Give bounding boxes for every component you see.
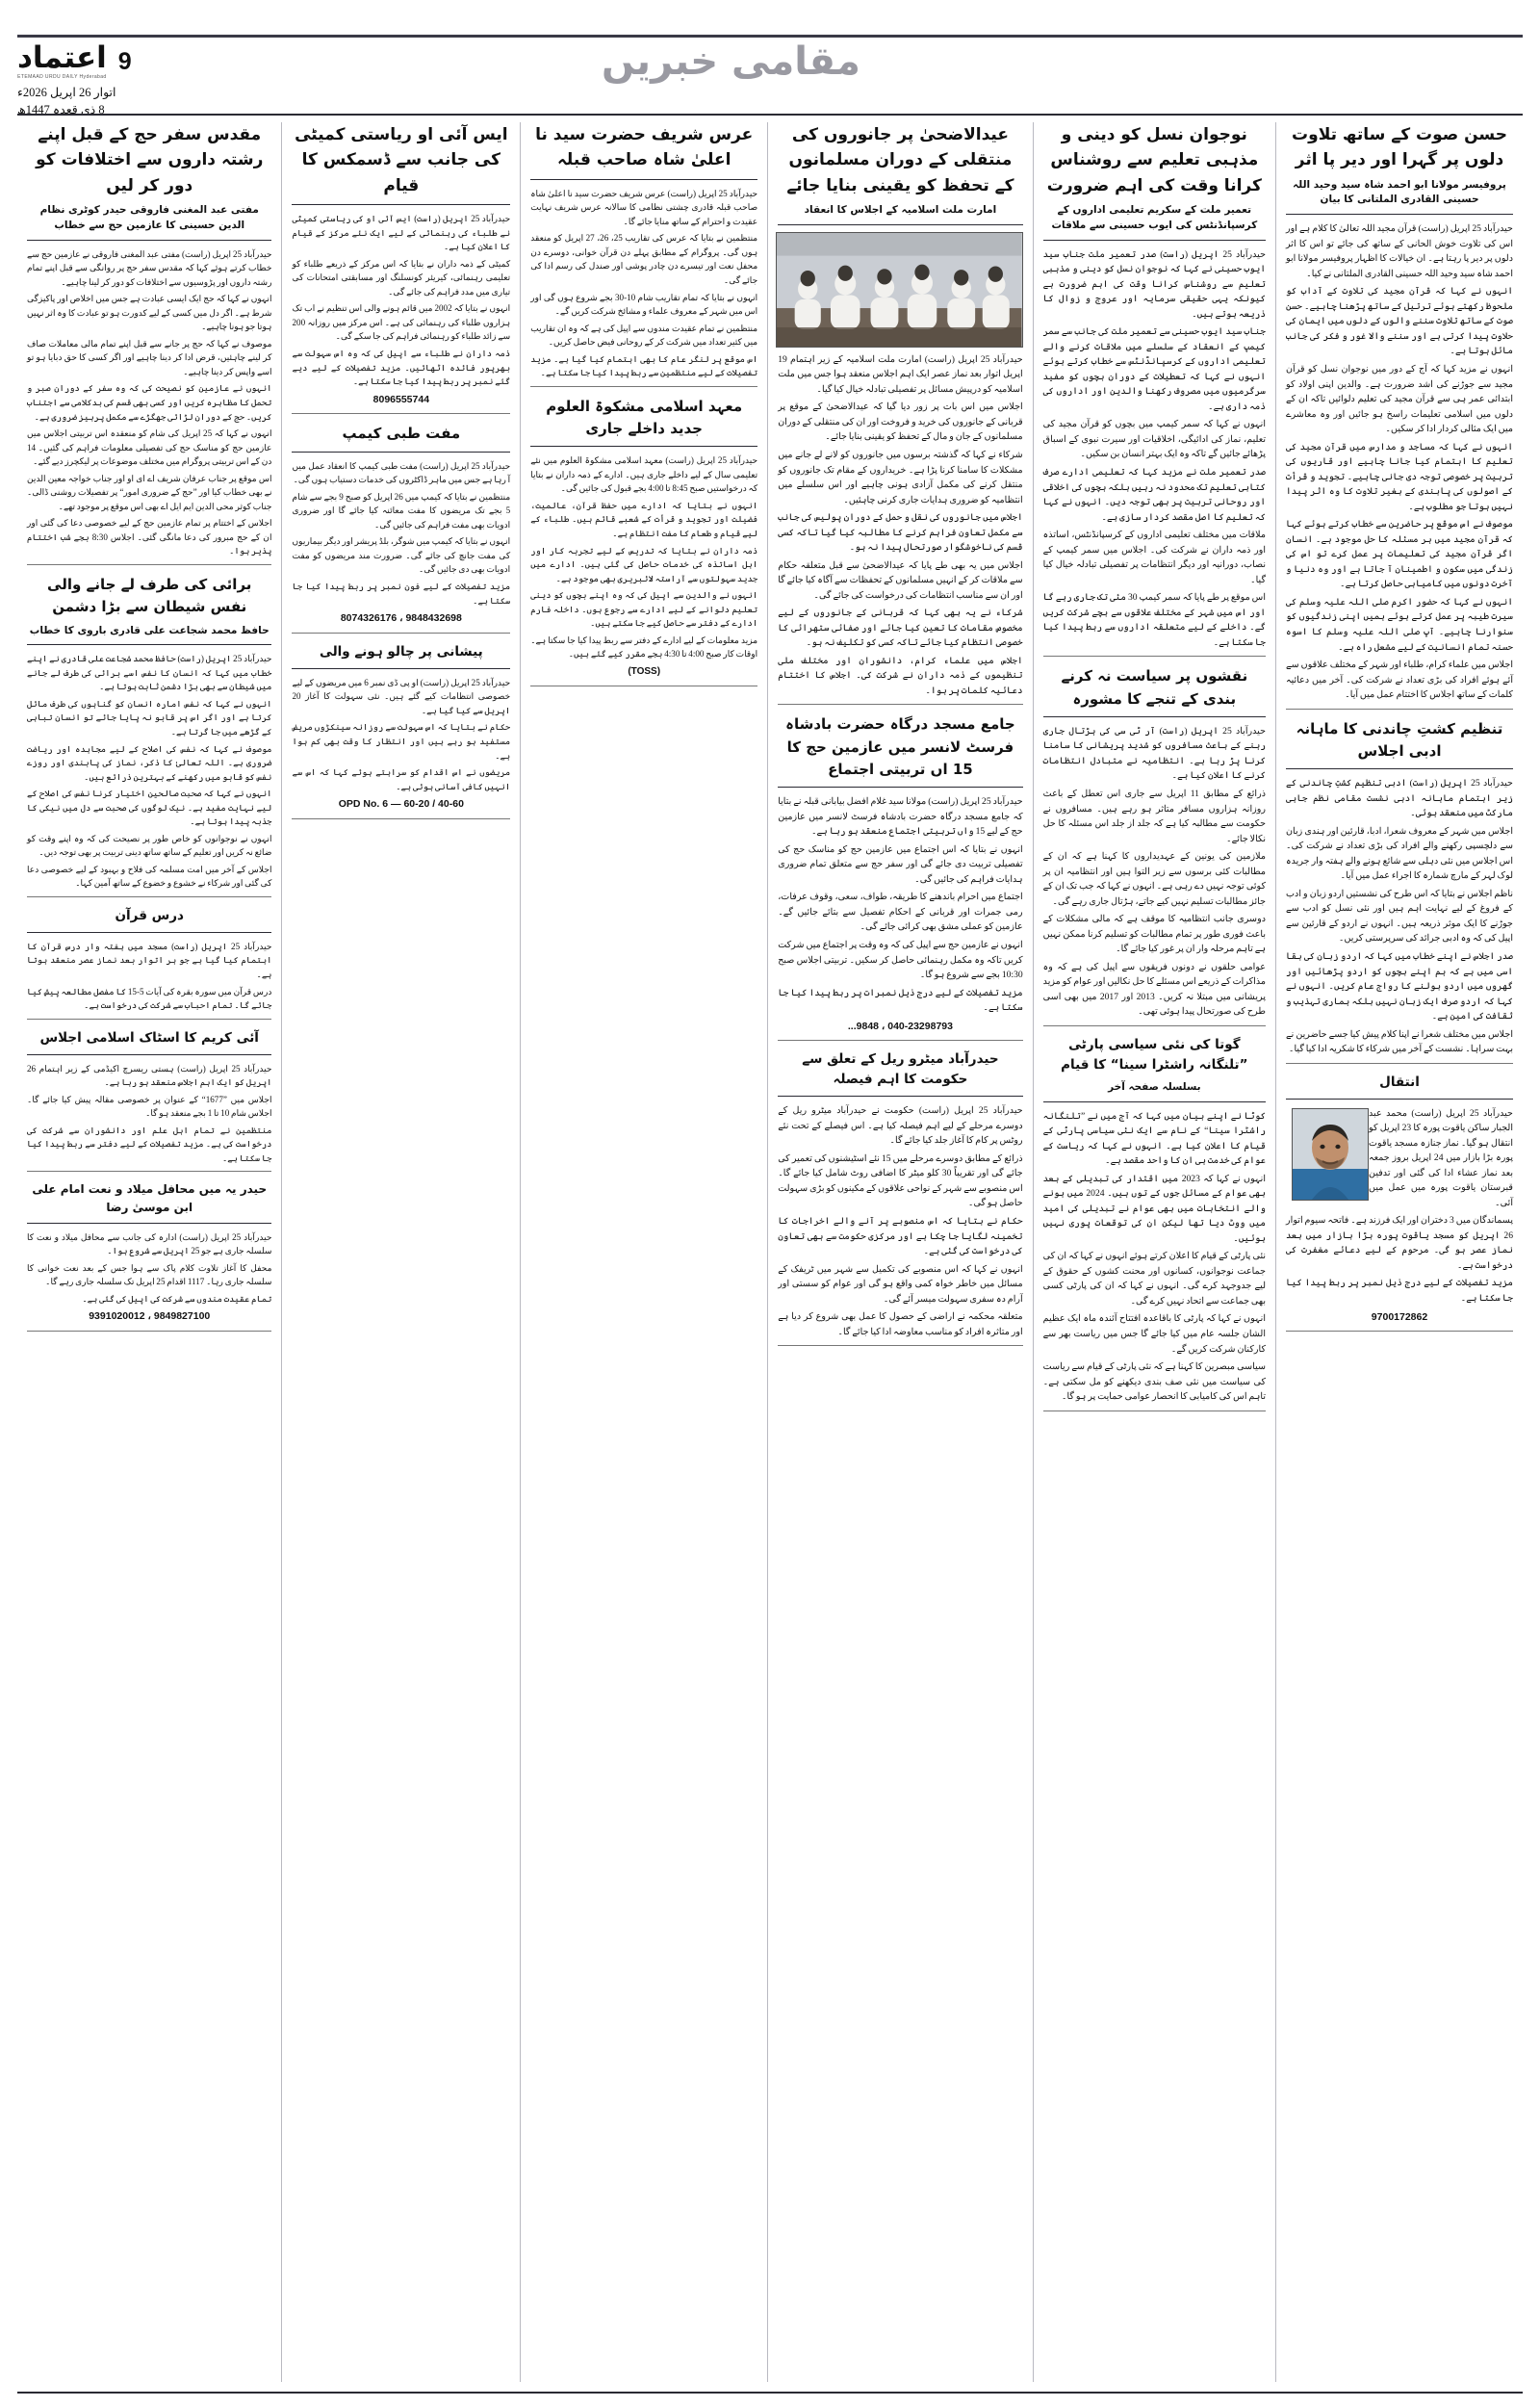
article-separator-rule [292,413,510,414]
article-paragraph: ذمہ داران نے بتایا کہ تدریس کے لیے تجربہ کار اور اہل اساتذہ کی خدمات حاصل کی گئی ہیں۔ ادارے میں جدید سہولتوں سے آراستہ لائبریری بھی موجود ہے۔ [530,545,758,583]
headline-rule [530,446,757,447]
article [27,574,271,897]
article [292,423,510,634]
headline-rule [1286,768,1513,769]
article-paragraph: ناظم اجلاس نے بتایا کہ اس طرح کی نشستیں اردو زبان و ادب کے فروغ کے لیے نہایت اہم ہیں اور نئی نسل کو ادب سے جوڑنے کا ایک موثر ذریعہ ہیں۔ انہوں نے اردو کے قارئین سے اپیل کی کہ وہ ادبی جرائد کی سرپرستی کریں۔ [1286,888,1513,945]
article-separator-rule [292,633,510,634]
headline-rule [1043,240,1266,241]
article-separator-rule [778,704,1022,705]
article-paragraph: انہوں نے بتایا کہ 2002 میں قائم ہونے والی اس تنظیم نے اب تک ہزاروں طلباء کی رہنمائی کی ہے۔ اس مرکز میں روزانہ 200 سے زائد طلباء کو رہنمائی فراہم کی جا سکے گی۔ [292,303,511,342]
article-paragraph: ملازمین کی یونین کے عہدیداروں کا کہنا ہے کہ ان کے مطالبات کئی برسوں سے زیر التوا ہیں اور انتظامیہ ان پر کوئی توجہ نہیں دے رہی ہے۔ انہوں نے کہا کہ جب تک ان کے جائز مطالبات تسلیم نہیں کیے جاتے، ہڑتال جاری رہے گی۔ [1042,851,1267,907]
article-body [27,247,271,558]
article-subheadline: امارت ملت اسلامیہ کے اجلاس کا انعقاد [804,204,997,217]
article-body [292,212,510,389]
article-paragraph: دوسری جانب انتظامیہ کا موقف ہے کہ مالی مشکلات کے باعث فوری طور پر تمام مطالبات کو تسلیم کرنا ممکن نہیں ہے تاہم مرحلہ وار ان پر غور کیا جائے گا۔ [1042,914,1267,955]
article-paragraph: کوٹا نے اپنے بیان میں کہا کہ آج میں نے ”تلنگانہ راشٹرا سینا“ کے نام سے ایک نئی سیاسی پارٹی کے قیام کا اعلان کیا ہے۔ انہوں نے کہا کہ ریاست کے عوام کی خدمت ہی ان کا واحد مقصد ہے۔ [1042,1110,1267,1167]
article-paragraph: تمام عقیدت مندوں سے شرکت کی اپیل کی گئی ہے۔ [82,1293,272,1304]
article-paragraph: انہوں نے عازمین حج سے اپیل کی کہ وہ وقت پر اجتماع میں شرکت کریں تاکہ وہ مکمل رہنمائی حاصل کر سکیں۔ تربیتی اجلاس صبح 10:30 بجے سے شروع ہو گا۔ [778,940,1023,981]
article-paragraph: حیدرآباد 25 اپریل (راست) او پی ڈی نمبر 6 میں مریضوں کے لیے خصوصی انتظامات کیے گئے ہیں۔ نئی سہولت کا آغاز 20 اپریل سے کیا گیا ہے۔ [292,677,511,715]
article-paragraph: اجلاس میں شہر کے معروف شعرا، ادبا، قارئین اور ہندی زبان سے دلچسپی رکھنے والے افراد کی بڑی تعداد نے شرکت کی۔ اس اجلاس میں نئی دہلی سے شائع ہونے والے ہفتہ وار جریدہ لوک لہر کے مارچ شمارہ کا اجراء عمل میں آیا۔ [1286,825,1513,882]
publication-logo: اعتماد [17,40,107,75]
article [778,1049,1022,1346]
article-paragraph: سیاسی مبصرین کا کہنا ہے کہ نئی پارٹی کے قیام سے ریاست کی سیاست میں نئی صف بندی دیکھنے کو مل سکتی ہے۔ تاہم اس کی کامیابی کا انحصار عوامی حمایت پر ہو گا۔ [1042,1361,1267,1403]
article [1043,1035,1266,1411]
article-subheadline: پروفیسر مولانا ابو احمد شاہ سید وحید اللہ حسینی القادری الملتانی کا بیان [1293,178,1506,206]
article-paragraph: مزید تفصیلات کے لیے درج ذیل نمبرات پر ربط پیدا کیا جا سکتا ہے۔ [778,987,1023,1014]
article [778,122,1022,705]
article-headline[interactable]: عیدالاضحیٰ پر جانوروں کی منتقلی کے دوران مسلمانوں کے تحفظ کو یقینی بنایا جائے [786,125,1014,195]
article [1286,1073,1513,1333]
masthead-identity [17,40,132,118]
article-headline[interactable]: مفت طبی کیمپ [342,425,461,443]
headline-rule [778,224,1022,225]
headline-rule [27,1223,271,1224]
article-separator-rule [778,1345,1022,1346]
article-separator-rule [1043,1025,1266,1026]
article-paragraph: درس قرآن میں سورہ بقرہ کی آیات 5-15 کا مفصل مطالعہ پیش کیا جائے گا۔ تمام احباب سے شرکت کی درخواست ہے۔ [27,986,272,1011]
column-grid [17,114,1523,2382]
article-paragraph: مزید معلومات کے لیے ادارے کے دفتر سے ربط پیدا کیا جا سکتا ہے۔ اوقات کار صبح 4:00 تا 4:30 بجے مقرر کیے گئے ہیں۔ [530,634,758,660]
headline-rule [778,787,1022,788]
article-paragraph: ملاقات میں مختلف تعلیمی اداروں کے کرسپانڈنٹس، اساتذہ اور ذمہ داران نے شرکت کی۔ اجلاس میں سمر کیمپ کے نصاب، دورانیہ اور دیگر انتظامات پر تفصیلی تبادلہ خیال کیا گیا۔ [1042,530,1267,585]
masthead [17,35,1523,117]
article-paragraph: حیدرآباد 25 اپریل (راست) ہستی ریسرچ اکیڈمی کے زیر اہتمام 26 اپریل کو ایک اہم اجلاس منعقد ہو رہا ہے۔ [27,1063,272,1088]
article-headline[interactable]: برائی کی طرف لے جانے والی نفس شیطان سے بڑا دشمن [47,576,252,616]
article [292,122,510,414]
contact-phone[interactable]: 9700172862 [1371,1310,1428,1323]
article-separator-rule [27,1331,271,1332]
article-photo [776,232,1022,348]
article-paragraph: پسماندگان میں 3 دختران اور ایک فرزند ہے۔ فاتحہ سیوم اتوار 26 اپریل کو مسجد یاقوت پورہ بڑا بازار میں بعد نماز عصر ہو گی۔ مرحوم کے لیے دعائے مغفرت کی درخواست ہے۔ [1286,1215,1513,1271]
article-separator-rule [778,1040,1022,1041]
article-paragraph: انہوں نے کہا کہ پارٹی کا باقاعدہ افتتاح آئندہ ماہ ایک عظیم الشان جلسہ عام میں کیا جائے گا جس میں ریاست بھر سے کارکنان شرکت کریں گے۔ [1042,1313,1267,1355]
article-paragraph: انہوں نے کہا کہ 25 اپریل کی شام کو منعقدہ اس تربیتی اجلاس میں عازمین حج کو مناسک حج کی تفصیلی معلومات فراہم کی گئیں۔ 14 دن کے اس تربیتی پروگرام میں مختلف موضوعات پر لیکچرز دیے گئے۔ [27,428,272,467]
article-paragraph: حکام نے بتایا کہ اس منصوبے پر آنے والے اخراجات کا تخمینہ لگایا جا چکا ہے اور مرکزی حکومت سے بھی تعاون کی درخواست کی گئی ہے۔ [778,1216,1023,1257]
article-paragraph: اجلاس میں مختلف شعرا نے اپنا کلام پیش کیا جسے حاضرین نے بہت سراہا۔ نشست کے آخر میں شرکاء کا شکریہ ادا کیا گیا۔ [1286,1028,1513,1055]
article-headline[interactable]: پیشانی پر چالو ہونے والی [319,643,483,660]
column-col5 [281,122,520,2382]
article-paragraph: انہوں نے کہا کہ اس منصوبے کی تکمیل سے شہر میں ٹریفک کے مسائل میں خاطر خواہ کمی واقع ہو گی اور عوام کو سستی اور آرام دہ سفری سہولت میسر آئے گی۔ [778,1263,1023,1305]
headline-rule [778,1096,1022,1097]
article-paragraph: کمیٹی کے ذمہ داران نے بتایا کہ اس مرکز کے ذریعے طلباء کو تعلیمی رہنمائی، کیریئر کونسلنگ اور مسابقتی امتحانات کی تیاری میں مدد فراہم کی جائے گی۔ [292,258,511,297]
article-paragraph: منتظمین نے بتایا کہ کیمپ میں 26 اپریل کو صبح 9 بجے سے شام 5 بجے تک مریضوں کا مفت معائنہ کیا جائے گا اور ضروری ادویات بھی مفت فراہم کی جائیں گی۔ [292,491,511,530]
article-paragraph: حیدرآباد 25 اپریل (راست) ایس آئی او کی ریاستی کمیٹی نے طلباء کی رہنمائی کے لیے ایک نئے مرکز کے قیام کا اعلان کیا ہے۔ [292,214,511,252]
article-paragraph: شرکاء نے یہ بھی کہا کہ قربانی کے جانوروں کے لیے مخصوص مقامات کا تعین کیا جائے اور صفائی ستھرائی کا خصوصی انتظام کیا جائے تاکہ کسی کو تکلیف نہ ہو۔ [778,608,1023,649]
article-paragraph: اجلاس میں ”1677“ کے عنوان پر خصوصی مقالہ پیش کیا جائے گا۔ اجلاس شام 10 تا 1 بجے منعقد ہو گا۔ [27,1094,272,1119]
headline-rule [292,204,510,205]
article-separator-rule [27,1019,271,1020]
article-paragraph: اجلاس میں علماء کرام، دانشوران اور مختلف ملی تنظیموں کے ذمہ داران نے شرکت کی۔ اجلاس کا اختتام دعائیہ کلمات پر ہوا۔ [778,655,1023,696]
article-body [292,676,510,793]
article-paragraph: انہوں نے والدین سے اپیل کی کہ وہ اپنے بچوں کو دینی تعلیم دلوانے کے لیے ادارے سے رجوع ہوں۔ داخلہ فارم ادارے کے دفتر سے حاصل کیے جا سکتے ہیں۔ [530,590,758,629]
article-paragraph: انہوں نے کہا کہ حج ایک ایسی عبادت ہے جس میں اخلاص اور پاکیزگی شرط ہے۔ اگر دل میں کسی کے لیے کدورت ہو تو عبادت کا وہ اثر نہیں ہوتا جو ہونا چاہیے۔ [27,294,272,332]
article-paragraph: انہوں نے بتایا کہ کیمپ میں شوگر، بلڈ پریشر اور دیگر بیماریوں کی مفت جانچ کی جائے گی۔ ضرورت مند مریضوں کو مفت ادویات بھی دی جائیں گی۔ [292,536,511,575]
article-paragraph: انہوں نے کہا کہ مساجد و مدارس میں قرآن مجید کی تعلیم کا اہتمام کیا جانا چاہیے اور قاریوں کی تربیت پر خصوصی توجہ دی جانی چاہیے۔ تجوید و قرأت کے اصولوں کی پابندی کے بغیر تلاوت کا وہ اثر پیدا نہیں ہوتا جو مطلوب ہے۔ [1286,441,1513,512]
article-separator-rule [530,386,757,387]
article-paragraph: منتظمین نے تمام عقیدت مندوں سے اپیل کی ہے کہ وہ ان تقاریب میں کثیر تعداد میں شرکت کر کے روحانی فیض حاصل کریں۔ [530,323,758,348]
article-body [27,1230,271,1307]
article-paragraph: محفل کا آغاز تلاوت کلام پاک سے ہوا جس کے بعد نعت خوانی کا سلسلہ جاری رہا۔ 1117 اقدام 25 اپریل تک سلسلہ جاری رہے گا۔ [27,1262,272,1287]
article-paragraph: موصوف نے اس موقع پر حاضرین سے خطاب کرتے ہوئے کہا کہ قرآن مجید میں ہر مسئلہ کا حل موجود ہے۔ انسان اگر قرآن مجید کی تعلیمات پر عمل کرے تو اس کی زندگی میں سکون و اطمینان آ جاتا ہے اور وہ دنیا و آخرت دونوں میں کامیابی حاصل کرتا ہے۔ [1286,519,1513,590]
article-paragraph: متعلقہ محکمہ نے اراضی کے حصول کا عمل بھی شروع کر دیا ہے اور متاثرہ افراد کو مناسب معاوضہ ادا کیا جائے گا۔ [778,1311,1023,1337]
article-paragraph: ذمہ داران نے طلباء سے اپیل کی کہ وہ اس سہولت سے بھرپور فائدہ اٹھائیں۔ مزید تفصیلات کے لیے دیے گئے نمبر پر ربط پیدا کیا جا سکتا ہے۔ [292,348,511,387]
article-paragraph: حیدرآباد 25 اپریل (راست) ادارہ کی جانب سے محافل میلاد و نعت کا سلسلہ جاری ہے جو 25 اپریل سے شروع ہوا۔ [27,1231,272,1256]
column-col3 [767,122,1032,2382]
article-paragraph: اجلاس میں یہ بھی طے پایا کہ عیدالاضحیٰ سے قبل متعلقہ حکام سے ملاقات کر کے انہیں مسلمانوں کے تحفظات سے آگاہ کیا جائے گا اور ان سے مناسب انتظامات کی درخواست کی جائے گی۔ [778,559,1023,601]
date-gregorian: اتوار 26 اپریل 2026ء [17,86,116,99]
article-paragraph: اس موقع پر لنگر عام کا بھی اہتمام کیا گیا ہے۔ مزید تفصیلات کے لیے منتظمین سے ربط پیدا کیا جا سکتا ہے۔ [530,353,758,378]
article-paragraph: حیدرآباد 25 اپریل (راست) مفتی عبد المغنی فاروقی نے عازمین حج سے خطاب کرتے ہوئے کہا کہ مقدس سفر حج پر روانگی سے قبل اپنے تمام رشتہ داروں اور پڑوسیوں سے اختلافات کو دور کر لینا چاہیے۔ [27,248,272,287]
article-paragraph: حیدرآباد 25 اپریل (راست) عرس شریف حضرت سید نا اعلیٰ شاہ صاحب قبلہ قادری چشتی نظامی کا سالانہ عرس شریف نہایت عقیدت و احترام کے ساتھ منایا جائے گا۔ [530,188,758,226]
article-body [27,652,271,891]
article-paragraph: انہوں نے مزید کہا کہ آج کے دور میں نوجوان نسل کو قرآن مجید سے جوڑنے کی اشد ضرورت ہے۔ والدین اپنی اولاد کو ابتدائی عمر ہی سے قرآن مجید کی تعلیم دلوائیں تاکہ ان کے دلوں میں اسلامی تعلیمات راسخ ہو جائیں اور وہ معاشرے میں ایک مثالی کردار ادا کر سکیں۔ [1286,363,1513,435]
article-headline[interactable]: آئی کریم کا اسٹاک اسلامی اجلاس [39,1029,259,1046]
article-paragraph: حیدرآباد 25 اپریل (راست) امارت ملت اسلامیہ کے زیر اہتمام 19 اپریل اتوار بعد نماز عصر ایک اہم اجلاس منعقد ہوا جس میں ملت اسلامیہ کو درپیش مسائل پر تفصیلی تبادلہ خیال کیا گیا۔ [778,353,1023,395]
article-headline[interactable]: حیدر یہ میں محافل میلاد و نعت امام علی ابن موسیٰ رضا [32,1182,268,1215]
article-paragraph: منتظمین نے تمام اہل علم اور دانشوران سے شرکت کی درخواست کی ہے۔ مزید تفصیلات کے لیے دفتر سے ربط پیدا کیا جا سکتا ہے۔ [27,1125,272,1163]
article-paragraph: اجتماع میں احرام باندھنے کا طریقہ، طواف، سعی، وقوف عرفات، رمی جمرات اور قربانی کے احکام تفصیل سے بتائے جائیں گے۔ عازمین کو عملی مشق بھی کرائی جائے گی۔ [778,892,1023,933]
article-separator-rule [27,564,271,565]
article-paragraph: حیدرآباد 25 اپریل (راست) معہد اسلامی مشکوۃ العلوم میں نئے تعلیمی سال کے لیے داخلے جاری ہیں۔ ادارے کے ذمہ داران نے بتایا کہ درخواستیں صبح 8:45 تا 4:00 بجے قبول کی جائیں گی۔ [530,455,758,494]
article-paragraph: ذرائع کے مطابق دوسرے مرحلے میں 15 نئے اسٹیشنوں کی تعمیر کی جائے گی اور تقریباً 30 کلو میٹر کا اضافی روٹ شامل کیا جائے گا۔ اس منصوبے سے شہر کے نواحی علاقوں کے مکینوں کو بڑی سہولت حاصل ہو گی۔ [778,1152,1023,1209]
contact-phone[interactable]: OPD No. 6 — 60-20 / 40-60 [338,798,464,811]
headline-rule [27,644,271,645]
article-body [1286,221,1513,702]
article [1286,718,1513,1064]
article-paragraph: اس موقع پر جناب عرفان شریف اے ای او اور جناب خواجہ معین الدین نے بھی خطاب کیا اور ”حج کے ضروری امور“ پر تفصیلات روشنی ڈالی۔ جناب کوثر محی الدین ایم ایل اے بھی اس موقع پر موجود تھے۔ [27,473,272,511]
contact-phone[interactable]: 9848432698 ، 8074326176 [340,612,462,625]
article-paragraph: موصوف نے کہا کہ حج پر جانے سے قبل اپنے تمام مالی معاملات صاف کر لینے چاہئیں، قرض ادا کر دینا چاہیے اور اگر کسی کا حق دبایا ہو تو اسے واپس کر دینا چاہیے۔ [27,338,272,376]
article-paragraph: انہوں نے کہا کہ صحبت صالحین اختیار کرنا نفس کی اصلاح کے لیے نہایت مفید ہے۔ نیک لوگوں کی صحبت سے دل میں نیکی کا جذبہ پیدا ہوتا ہے۔ [27,789,272,827]
article-headline[interactable]: مقدس سفر حج کے قبل اپنے رشتہ داروں سے اختلافات کو دور کر لیں [36,125,264,195]
article [530,396,757,686]
headline-rule [530,179,757,180]
headline-rule [1043,1101,1266,1102]
article-paragraph: اجلاس میں اس بات پر زور دیا گیا کہ عیدالاضحیٰ کے موقع پر قربانی کے جانوروں کی خرید و فروخت اور ان کی منتقلی کے دوران مسلمانوں کے جان و مال کے تحفظ کو یقینی بنایا جائے۔ [778,401,1023,443]
article-paragraph: اجلاس کے آخر میں امت مسلمہ کی فلاح و بہبود کے لیے خصوصی دعا کی گئی اور شرکاء نے خشوع و خضوع کے ساتھ آمین کہا۔ [27,864,272,889]
article-headline[interactable]: معہد اسلامی مشکوۃ العلوم جدید داخلے جاری [546,397,743,438]
article [778,713,1022,1041]
headline-rule [27,932,271,933]
article-headline[interactable]: جامع مسجد درگاہ حضرت بادشاہ فرسٹ لانسر میں عازمین حج کا 15 اں تربیتی اجتماع [785,715,1015,778]
article-paragraph: حیدرآباد 25 اپریل (راست) مولانا سید غلام افضل بیابانی قبلہ نے بتایا کہ جامع مسجد درگاہ حضرت بادشاہ فرسٹ لانسر میں عازمین حج کے لیے 15 واں تربیتی اجتماع منعقد ہو رہا ہے۔ [778,796,1023,838]
headline-rule [1286,1099,1513,1100]
article-separator-rule [1286,1063,1513,1064]
article-paragraph: حیدرآباد 25 اپریل (راست) ادبی تنظیم کشتِ چاندنی کے زیر اہتمام ماہانہ ادبی نشست مقامی نظم جاہی مارکٹ میں منعقد ہوئی۔ [1286,778,1513,819]
article-headline[interactable]: حسن صوت کے ساتھ تلاوت دلوں پر گہرا اور دیر پا اثر [1292,125,1507,170]
article-body [27,1062,271,1166]
article [530,122,757,387]
article [27,1180,271,1332]
article-subheadline: حافظ محمد شجاعت علی قادری باروی کا خطاب [29,624,270,636]
article-paragraph: مریضوں نے اس اقدام کو سراہتے ہوئے کہا کہ اس سے انہیں کافی آسانی ہوئی ہے۔ [292,767,511,791]
article-paragraph: حیدرآباد 25 اپریل (راست) حافظ محمد شجاعت علی قادری نے اپنے خطاب میں کہا کہ انسان کا نفس اسے برائی کی طرف لے جانے میں شیطان سے بھی بڑا دشمن ثابت ہوتا ہے۔ [27,654,272,692]
article-paragraph: انہوں نے بتایا کہ تمام تقاریب شام 10-30 بجے شروع ہوں گی اور اس میں شہر کے معروف علماء و مشائخ شرکت کریں گے۔ [530,292,758,317]
article-paragraph: اس موقع پر طے پایا کہ سمر کیمپ 30 مئی تک جاری رہے گا اور اس میں شہر کے مختلف علاقوں سے بچے شرکت کریں گے۔ داخلے کے لیے متعلقہ اداروں سے ربط پیدا کیا جا سکتا ہے۔ [1042,592,1267,648]
article-separator-rule [1043,656,1266,657]
article-body [292,459,510,608]
article [27,906,271,1020]
headline-rule [292,668,510,669]
date-hijri: 8 ذی قعدہ 1447ھ [17,103,105,117]
article-paragraph: حیدرآباد 25 اپریل (راست) محمد عبد الجبار ساکن یاقوت پورہ کا 23 اپریل کو انتقال ہو گیا۔ نماز جنازہ مسجد یاقوت پورہ بڑا بازار میں 24 اپریل بروز جمعہ بعد نماز عشاء ادا کی گئی اور تدفین قبرستان یاقوت پورہ میں عمل میں آئی۔ [1369,1107,1513,1208]
article-paragraph: حکام نے بتایا کہ اس سہولت سے روزانہ سینکڑوں مریض مستفید ہو رہے ہیں اور انتظار کا وقت بھی کم ہوا ہے۔ [292,722,511,761]
article-headline[interactable]: نقشوں پر سیاست نہ کرنے بندی کے تنجے کا مشورہ [1061,667,1248,708]
article-paragraph: صدر اجلاس نے اپنے خطاب میں کہا کہ اردو زبان کی بقا اسی میں ہے کہ ہم اپنے بچوں کو اردو پڑھائیں اور گھروں میں اردو بولنے کا رواج عام کریں۔ انہوں نے کہا کہ اردو صرف ایک زبان نہیں بلکہ ہماری تہذیب و ثقافت کی امین ہے۔ [1286,951,1513,1022]
article-paragraph: شرکاء نے کہا کہ گذشتہ برسوں میں جانوروں کو لانے لے جانے میں مشکلات کا سامنا کرنا پڑا ہے۔ خریداروں کے مقام تک جانوروں کو منتقل کرنے کی مکمل آزادی ہونی چاہیے اور اس سلسلے میں انتظامیہ کو ضروری ہدایات جاری کرنی چاہئیں۔ [778,449,1023,505]
column-col2 [1033,122,1275,2382]
headline-rule [1286,214,1513,215]
article [1043,122,1266,657]
article-body [778,1103,1022,1339]
article-body [778,794,1022,1015]
article-paragraph: انہوں نے کہا کہ حضور اکرم صلی اللہ علیہ وسلم کی سیرت طیبہ پر عمل کرتے ہوئے ہمیں اپنی زندگیوں کو سنوارنا چاہیے۔ آپ صلی اللہ علیہ وسلم کا اسوہ حسنہ تمام انسانیت کے لیے مشعل راہ ہے۔ [1286,596,1513,653]
article-paragraph: حیدرآباد 25 اپریل (راست) صدر تعمیر ملت جناب سید ایوب حسینی نے کہا کہ نوجوان نسل کو دینی و مذہبی تعلیم سے روشناس کرانا وقت کی اہم ضرورت ہے کیونکہ یہی حقیقی سرمایہ اور عروج و زوال کا ذریعہ ہوتے ہیں۔ [1042,248,1267,320]
article-paragraph: موصوف نے کہا کہ نفس کی اصلاح کے لیے مجاہدہ اور ریاضت ضروری ہے۔ اللہ تعالیٰ کا ذکر، نماز کی پابندی اور روزے نفس کو قابو میں رکھنے کے بہترین ذرائع ہیں۔ [27,743,272,782]
contact-phone[interactable]: 8096555744 [372,393,430,405]
article-paragraph: حیدرآباد 25 اپریل (راست) مفت طبی کیمپ کا انعقاد عمل میں آ رہا ہے جس میں ماہر ڈاکٹروں کی خدمات دستیاب ہوں گی۔ [292,460,511,485]
article-paragraph: حیدرآباد 25 اپریل (راست) قرآن مجید اللہ تعالیٰ کا کلام ہے اور اس کی تلاوت خوش الحانی کے ساتھ کی جائے تو اس کا اثر دلوں پر دیر پا رہتا ہے۔ ان خیالات کا اظہار پروفیسر مولانا ابو احمد شاہ سید وحید اللہ حسینی القادری الملتانی نے کیا۔ [1286,223,1513,279]
article-subheadline: مفتی عبد المغنی فاروقی حیدر کوٹری نظام الدین حسینی کا عازمین حج سے خطاب [39,204,259,231]
article-headline[interactable]: حیدرآباد میٹرو ریل کے تعلق سے حکومت کا اہم فیصلہ [802,1051,999,1088]
article-paragraph: نئی پارٹی کے قیام کا اعلان کرتے ہوئے انہوں نے کہا کہ ان کی جماعت نوجوانوں، کسانوں اور محنت کشوں کے حقوق کے لیے جدوجہد کرے گی۔ انہوں نے کہا کہ ان کی پارٹی کسی بھی جماعت سے اتحاد نہیں کرے گی۔ [1042,1251,1267,1307]
article-headline[interactable]: گوتا کی نئی سیاسی پارٹی ”تلنگانہ راشٹرا سینا“ کا قیام [1061,1036,1248,1073]
article-paragraph: جناب سید ایوب حسینی سے تعمیر ملت کی جانب سے سمر کیمپ کے انعقاد کے سلسلے میں ملاقات کرنے والے تعلیمی اداروں کے کرسپانڈنٹس سے خطاب کرتے ہوئے انہوں نے کہا کہ تعطیلات کے دوران بچوں کو مفید سرگرمیوں میں مصروف رکھنا والدین اور اداروں کی ذمہ داری ہے۔ [1042,326,1267,412]
page-number: 9 [117,47,132,75]
article [27,1028,271,1173]
publication-subtitle: ETEMAAD URDU DAILY Hyderabad [17,74,107,80]
article-paragraph: انہوں نے بتایا کہ اس اجتماع میں عازمین حج کو مناسک حج کی تفصیلی تربیت دی جائے گی اور سفر حج سے متعلق تمام ضروری ہدایات فراہم کی جائیں گی۔ [778,843,1023,885]
article-separator-rule [292,818,510,819]
headline-rule [1043,716,1266,717]
article-paragraph: منتظمین نے بتایا کہ عرس کی تقاریب 25، 26، 27 اپریل کو منعقد ہوں گی۔ پروگرام کے مطابق پہلے دن قرآن خوانی، دوسرے دن محفل نعت اور تیسرے دن چادر پوشی اور صندل کی رسم ادا کی جائے گی۔ [530,233,758,285]
article-paragraph: حیدرآباد 25 اپریل (راست) آر ٹی سی کی ہڑتال جاری رہنے کے باعث مسافروں کو شدید پریشانی کا سامنا کرنا پڑ رہا ہے۔ انتظامیہ نے متبادل انتظامات کرنے کا اعلان کیا ہے۔ [1042,725,1267,782]
article [27,122,271,565]
article-paragraph: مزید تفصیلات کے لیے درج ذیل نمبر پر ربط پیدا کیا جا سکتا ہے۔ [1286,1278,1513,1305]
article-paragraph: انہوں نے کہا کہ سمر کیمپ میں بچوں کو قرآن مجید کی تعلیم، نماز کی ادائیگی، اخلاقیات اور سیرت نبوی کے اسباق پڑھائے جائیں گے تاکہ وہ ایک بہتر انسان بن سکیں۔ [1042,419,1267,460]
article-separator-rule [1286,709,1513,710]
article-headline[interactable]: عرس شریف حضرت سید نا اعلیٰ شاہ صاحب قبلہ [535,125,754,170]
column-col1 [1275,122,1523,2382]
article-separator-rule [1286,1331,1513,1332]
article-paragraph: عوامی حلقوں نے دونوں فریقوں سے اپیل کی ہے کہ وہ مذاکرات کے ذریعے اس مسئلے کا حل نکالیں اور عوام کو مزید پریشانی میں مبتلا نہ کریں۔ 2013 اور 2017 میں بھی اسی طرح کی صورتحال پیدا ہوئی تھی۔ [1042,961,1267,1018]
obituary-portrait [1292,1108,1369,1201]
article-body [27,940,271,1013]
article-paragraph: انہوں نے عازمین کو نصیحت کی کہ وہ سفر کے دوران صبر و تحمل کا مظاہرہ کریں اور کسی بھی قسم کی بدکلامی سے اجتناب کریں۔ حج کے دوران لڑائی جھگڑے سے مکمل پرہیز ضروری ہے۔ [27,383,272,422]
article-paragraph: اجلاس میں جانوروں کی نقل و حمل کے دوران پولیس کی جانب سے مکمل تعاون فراہم کرنے کا مطالبہ کیا گیا تاکہ کسی قسم کی ناخوشگوار صورتحال پیدا نہ ہو۔ [778,512,1023,554]
article-paragraph: انہوں نے کہا کہ قرآن مجید کی تلاوت کے آداب کو ملحوظ رکھتے ہوئے ترتیل کے ساتھ پڑھنا چاہیے۔ حسن صوت کے ساتھ تلاوت سننے والوں کے دلوں میں ایمان کی حلاوت پیدا کرتی ہے اور سننے والا غور و فکر کی جانب مائل ہوتا ہے۔ [1286,286,1513,357]
article-headline[interactable]: نوجوان نسل کو دینی و مذہبی تعلیم سے روشناس کرانا وقت کی اہم ضرورت [1046,125,1262,195]
headline-rule [292,452,510,453]
article-paragraph: صدر تعمیر ملت نے مزید کہا کہ تعلیمی ادارے صرف کتابی تعلیم تک محدود نہ رہیں بلکہ بچوں کی اخلاقی اور روحانی تربیت پر بھی توجہ دیں۔ انہوں نے کہا کہ تعلیم کا اصل مقصد کردار سازی ہے۔ [1042,466,1267,523]
article-paragraph: حیدرآباد 25 اپریل (راست) مسجد میں ہفتہ وار درس قرآن کا اہتمام کیا گیا ہے جو ہر اتوار بعد نماز عصر منعقد ہوتا ہے۔ [27,941,272,980]
article-body [1043,724,1266,1020]
article-paragraph: اجلاس کے اختتام پر تمام عازمین حج کے لیے خصوصی دعا کی گئی اور ان کے حج مبرور کی دعا مانگی گئی۔ اجلاس 8:30 بجے شب اختتام پذیر ہوا۔ [27,518,272,556]
article-paragraph: انہوں نے کہا کہ نفس امارہ انسان کو گناہوں کی طرف مائل کرتا ہے اور اگر اس پر قابو نہ پایا جائے تو انسان تباہی کے گڑھے میں جا گرتا ہے۔ [27,698,272,737]
article-body [1286,776,1513,1057]
article-body [530,453,757,661]
article-headline[interactable]: درس قرآن [115,908,184,924]
article-paragraph: ذرائع کے مطابق 11 اپریل سے جاری اس تعطل کے باعث روزانہ ہزاروں مسافر متاثر ہو رہے ہیں۔ مسافروں نے حکومت سے مطالبہ کیا ہے کہ جلد از جلد اس مسئلہ کا حل نکالا جائے۔ [1042,788,1267,844]
headline-rule [27,240,271,241]
page-bottom-rule [17,2392,1523,2394]
article-headline[interactable]: تنظیم کشتِ چاندنی کا ماہانہ ادبی اجلاس [1296,719,1503,760]
article-paragraph: انہوں نے نوجوانوں کو خاص طور پر نصیحت کی کہ وہ اپنے وقت کو ضائع نہ کریں اور تعلیم کے ساتھ ساتھ دینی تربیت پر بھی توجہ دیں۔ [27,833,272,858]
article-body [1043,1109,1266,1405]
article-paragraph: انہوں نے بتایا کہ ادارے میں حفظ قرآن، عالمیت، فضیلت اور تجوید و قرأت کے شعبے قائم ہیں۔ طلباء کے لیے قیام و طعام کا مفت انتظام ہے۔ [530,500,758,539]
contact-phone[interactable]: 9849827100 ، 9391020012 [89,1310,211,1323]
headline-rule [27,1054,271,1055]
article [292,642,510,819]
article-paragraph: مزید تفصیلات کے لیے فون نمبر پر ربط پیدا کیا جا سکتا ہے۔ [292,582,511,606]
contact-phone[interactable]: 040-23298793 ، 9848... [847,1020,953,1032]
article-separator-rule [27,1171,271,1172]
article [1043,665,1266,1026]
article [1286,122,1513,710]
article-paragraph: انہوں نے کہا کہ 2023 میں اقتدار کی تبدیلی کے بعد بھی عوام کے مسائل جوں کے توں ہیں۔ 2024 میں ہونے والے انتخابات میں بھی عوام نے تبدیلی کی امید میں ووٹ دیا تھا لیکن ان کی توقعات پوری نہیں ہوئیں۔ [1042,1173,1267,1244]
article-body [1043,247,1266,651]
article-subheadline: تعمیر ملت کے سکریم تعلیمی اداروں کے کرسپانڈنٹس کی ایوب حسینی سے ملاقات [1051,204,1258,231]
article-body [778,352,1022,699]
article-headline[interactable]: انتقال [1379,1074,1420,1090]
article-paragraph: حیدرآباد 25 اپریل (راست) حکومت نے حیدرآباد میٹرو ریل کے دوسرے مرحلے کے لیے اہم فیصلہ کیا ہے۔ اس فیصلے کے تحت نئے روٹس پر کام کا آغاز جلد کیا جائے گا۔ [778,1105,1023,1147]
section-title: مقامی خبریں [602,39,860,84]
article-headline[interactable]: ایس آئی او ریاستی کمیٹی کی جانب سے ڈسمکس کا قیام [295,125,508,195]
column-col4 [520,122,767,2382]
article-note: (TOSS) [628,665,661,677]
article-paragraph: اجلاس میں علماء کرام، طلباء اور شہر کے مختلف علاقوں سے آئے ہوئے افراد کی بڑی تعداد نے شرکت کی۔ آخر میں دعائیہ کلمات کے ساتھ اجلاس کا اختتام عمل میں آیا۔ [1286,660,1513,701]
column-col6 [17,122,281,2382]
article-separator-rule [27,896,271,897]
article-body [530,187,757,380]
article-subheadline: بسلسلہ صفحہ آخر [1108,1080,1201,1093]
